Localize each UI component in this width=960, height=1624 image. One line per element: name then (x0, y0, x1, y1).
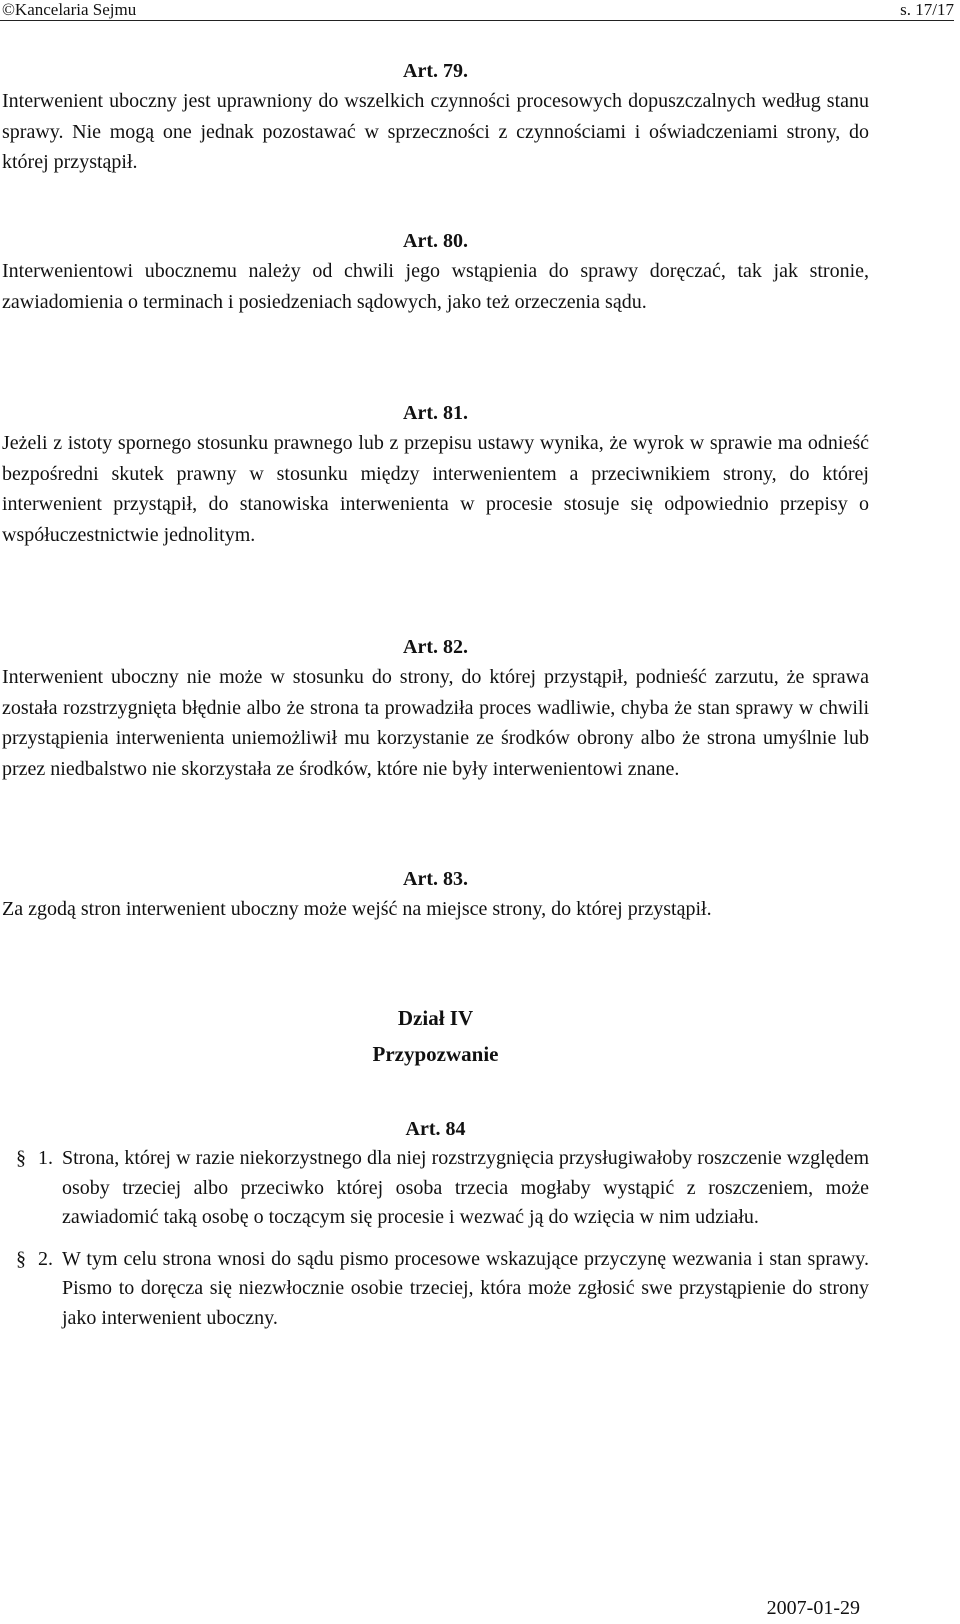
paragraph-sign: § (16, 1247, 26, 1270)
paragraph-sign: § (16, 1147, 26, 1169)
division-title: Dział IV (397, 1006, 474, 1030)
publisher-label: ©Kancelaria Sejmu (2, 0, 137, 19)
clause-text: W tym celu strona wnosi do sądu pismo procesowe wskazujące przyczynę wezwania i stan sprawy. Pismo to doręcza się niezwłocznie osobie trzeciej, która może zgłosić swe przystąpienie do strony jako interwenient uboczny. (62, 1247, 869, 1329)
article-title: Art. 84 (405, 1118, 466, 1140)
article-84 (2, 1114, 869, 1333)
page-number: s. 17/17 (900, 0, 954, 19)
page-header (0, 0, 960, 22)
article-79 (2, 56, 869, 178)
article-80 (2, 226, 869, 317)
article-text: Za zgodą stron interwenient uboczny może wejść na miejsce strony, do której przystąpił. (2, 898, 712, 920)
article-text: Interwenient uboczny nie może w stosunku do strony, do której przystąpił, podnieść zarzutu, że sprawa została rozstrzygnięta błędnie albo że strona ta prowadziła proces wadliwie, chyba że stan sprawy w chwili przystąpienia interwenienta uniemożliwił mu korzystanie ze środków obrony albo że strona umyślnie lub przez niedbalstwo nie skorzystała ze środków, które nie były interwenientowi znane. (2, 666, 869, 780)
clause-text: Strona, której w razie niekorzystnego dla niej rozstrzygnięcia przysługiwałoby roszczenie względem osoby trzeciej albo przeciwko której osoba trzecia mogłaby wystąpić z roszczeniem, może zawiadomić taką osobę o toczącym się procesie i wezwać ją do wzięcia w nim udziału. (62, 1147, 869, 1228)
article-83 (2, 864, 869, 925)
section-heading (2, 1000, 869, 1072)
document-date: 2007-01-29 (766, 1597, 860, 1619)
article-title: Art. 82. (403, 636, 468, 658)
clause-1 (2, 1144, 869, 1233)
article-text: Interwenient uboczny jest uprawniony do wszelkich czynności procesowych dopuszczalnych według stanu sprawy. Nie mogą one jednak pozostawać w sprzeczności z czynnościami i oświadczeniami strony, do której przystąpił. (2, 90, 869, 173)
article-81 (2, 398, 869, 550)
article-text: Jeżeli z istoty spornego stosunku prawnego lub z przepisu ustawy wynika, że wyrok w sprawie ma odnieść bezpośredni skutek prawny w stosunku między interwenientem a przeciwnikiem strony, do której interwenient przystąpił, do stanowiska interwenienta w procesie stosuje się odpowiednio przepisy o współuczestnictwie jednolitym. (2, 432, 869, 546)
article-82 (2, 632, 869, 784)
article-text: Interwenientowi ubocznemu należy od chwili jego wstąpienia do sprawy doręczać, tak jak stronie, zawiadomienia o terminach i posiedzeniach sądowych, jako też orzeczenia sądu. (2, 260, 869, 313)
article-title: Art. 81. (403, 402, 468, 424)
division-name: Przypozwanie (372, 1042, 499, 1066)
header-divider (0, 20, 954, 21)
clause-2 (2, 1245, 869, 1334)
article-title: Art. 83. (403, 868, 468, 890)
article-title: Art. 79. (403, 60, 468, 82)
article-title: Art. 80. (403, 230, 468, 252)
clause-number: 1. (38, 1147, 53, 1169)
clause-number: 2. (38, 1247, 53, 1270)
